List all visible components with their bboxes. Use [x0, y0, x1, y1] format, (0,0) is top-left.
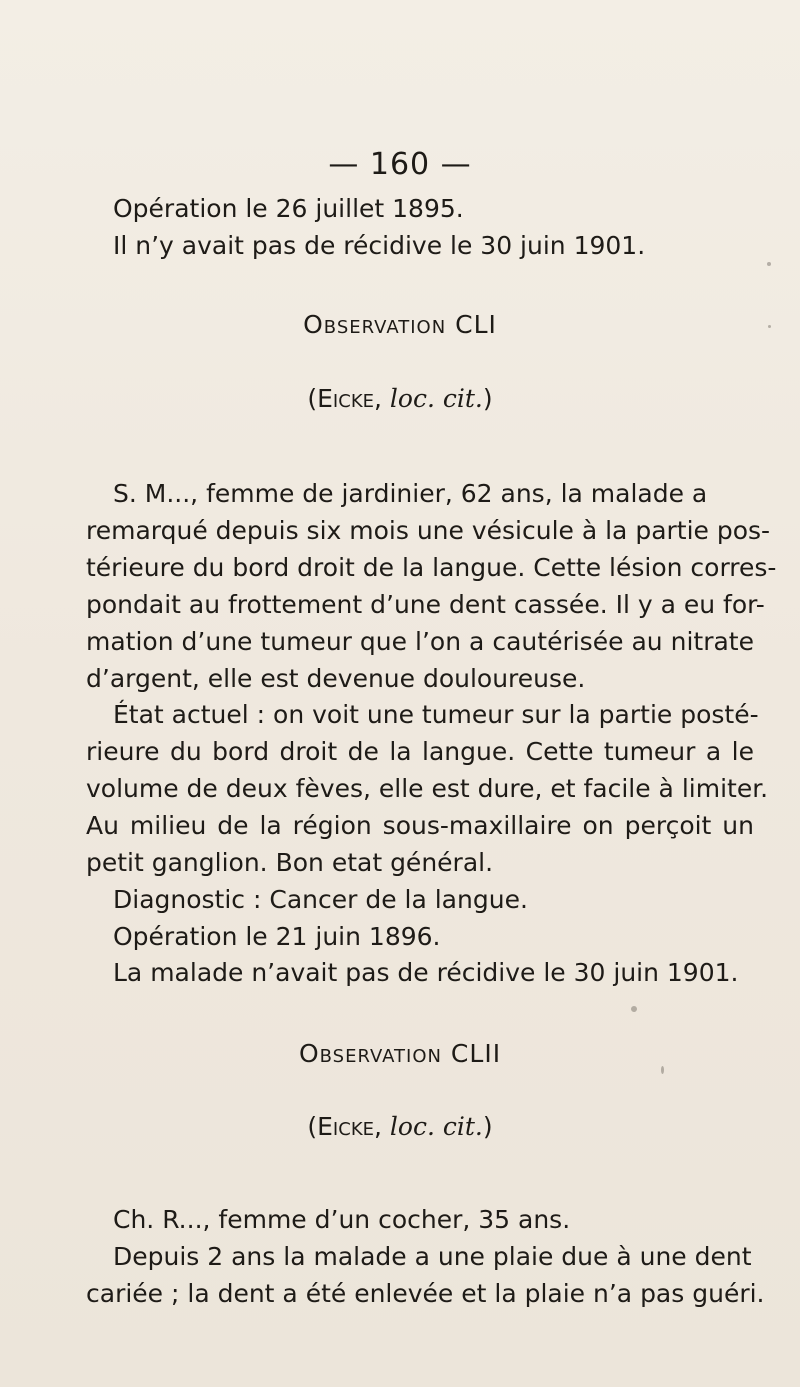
- text-line: volume de deux fèves, elle est dure, et facile à limiter.: [86, 774, 769, 803]
- page-number: — 160 —: [328, 147, 472, 182]
- text-line: S. M..., femme de jardinier, 62 ans, la malade a: [113, 479, 708, 508]
- reference-author: Eicke: [317, 1112, 374, 1141]
- text-line: petit ganglion. Bon etat général.: [86, 848, 494, 877]
- observation-reference: (Eicke, loc. cit.): [307, 1112, 493, 1141]
- text-line: rieure du bord droit de la langue. Cette tumeur a le: [86, 737, 754, 766]
- text-line: d’argent, elle est devenue douloureuse.: [86, 664, 586, 693]
- reference-citation: loc. cit.: [389, 1112, 483, 1141]
- paper-speck: [661, 1066, 664, 1074]
- text-line: pondait au frottement d’une dent cassée. Il y a eu for-: [86, 590, 765, 619]
- paper-speck: [768, 325, 771, 328]
- text-line: Diagnostic : Cancer de la langue.: [113, 885, 528, 914]
- text-line: Opération le 26 juillet 1895.: [113, 194, 464, 223]
- reference-citation: loc. cit.: [389, 384, 483, 413]
- text-line: Au milieu de la région sous-maxillaire on perçoit un: [86, 811, 754, 840]
- text-line: État actuel : on voit une tumeur sur la partie posté-: [113, 700, 759, 729]
- text-line: mation d’une tumeur que l’on a cautérisée au nitrate: [86, 627, 754, 656]
- observation-heading: Observation CLI: [303, 310, 497, 339]
- text-line: La malade n’avait pas de récidive le 30 juin 1901.: [113, 958, 739, 987]
- text-line: Ch. R..., femme d’un cocher, 35 ans.: [113, 1205, 571, 1234]
- text-line: Depuis 2 ans la malade a une plaie due à une dent: [113, 1242, 752, 1271]
- observation-reference: (Eicke, loc. cit.): [307, 384, 493, 413]
- paper-speck: [767, 262, 771, 266]
- text-line: remarqué depuis six mois une vésicule à la partie pos-: [86, 516, 771, 545]
- text-line: térieure du bord droit de la langue. Cette lésion corres-: [86, 553, 777, 582]
- observation-heading: Observation CLII: [298, 1039, 502, 1068]
- text-line: cariée ; la dent a été enlevée et la plaie n’a pas guéri.: [86, 1279, 765, 1308]
- text-line: Opération le 21 juin 1896.: [113, 922, 441, 951]
- text-line: Il n’y avait pas de récidive le 30 juin 1901.: [113, 231, 646, 260]
- reference-author: Eicke: [317, 384, 374, 413]
- paper-speck: [631, 1006, 637, 1012]
